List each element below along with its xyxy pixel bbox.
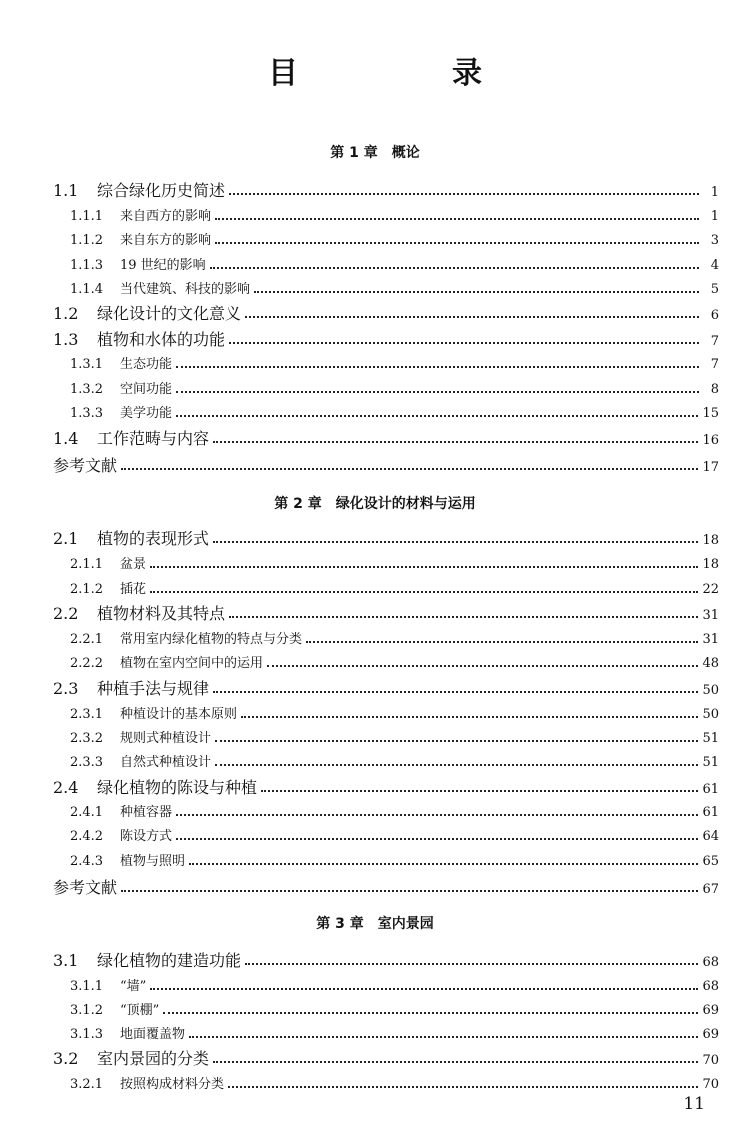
toc-entry[interactable] (53, 402, 719, 421)
toc-entry[interactable] (53, 553, 719, 572)
entry-page: 70 (702, 1077, 719, 1092)
entry-number: 1.1 (53, 181, 79, 200)
entry-number: 1.3.2 (70, 382, 104, 397)
toc-entry[interactable] (53, 751, 719, 770)
entry-number: 2.1.2 (70, 582, 104, 597)
entry-number: 1.3 (53, 330, 79, 349)
entry-title: 种植手法与规律 (97, 679, 210, 698)
entry-number: 1.3.1 (70, 357, 104, 372)
toc-entry[interactable] (53, 1073, 719, 1092)
entry-number: 1.1.4 (70, 282, 104, 297)
entry-page: 7 (710, 357, 719, 372)
entry-title: 种植设计的基本原则 (120, 707, 238, 722)
entry-title: 插花 (120, 582, 147, 597)
toc-entry[interactable] (53, 628, 719, 647)
entry-page: 61 (702, 805, 719, 820)
chapter-name: 绿化设计的材料与运用 (335, 496, 476, 512)
toc-entry[interactable] (53, 327, 719, 350)
toc-entry[interactable] (53, 378, 719, 397)
leader-dots (215, 218, 699, 220)
leader-dots (241, 716, 698, 718)
leader-dots (306, 641, 698, 643)
toc-entry[interactable] (53, 676, 719, 699)
leader-dots (121, 468, 698, 470)
chapter-number: 第 1 章 (330, 145, 378, 161)
entry-page: 16 (702, 433, 719, 448)
entry-number: 1.1.1 (70, 209, 104, 224)
entry-page: 69 (702, 1003, 719, 1018)
toc-entry[interactable] (53, 229, 719, 248)
toc-entry[interactable] (53, 975, 719, 994)
entry-number: 3.2 (53, 1049, 79, 1068)
toc-entry[interactable] (53, 353, 719, 372)
entry-number: 2.3 (53, 679, 79, 698)
entry-number: 2.4.3 (70, 854, 104, 869)
entry-page: 4 (710, 258, 719, 273)
leader-dots (261, 790, 698, 792)
leader-dots (150, 988, 698, 990)
leader-dots (176, 814, 698, 816)
entry-page: 64 (702, 829, 719, 844)
leader-dots (176, 838, 698, 840)
toc-entry[interactable] (53, 727, 719, 746)
toc-entry[interactable] (53, 426, 719, 449)
entry-number: 3.1.1 (70, 979, 104, 994)
entry-page: 18 (702, 557, 719, 572)
leader-dots (189, 863, 698, 865)
entry-title: 参考文献 (53, 878, 118, 897)
leader-dots (176, 415, 698, 417)
entry-title: 种植容器 (120, 805, 173, 820)
leader-dots (150, 591, 698, 593)
entry-page: 61 (702, 782, 719, 797)
chapter-name: 概论 (391, 145, 420, 161)
leader-dots (121, 890, 698, 892)
entry-page: 70 (702, 1053, 719, 1068)
entry-title: 绿化植物的陈设与种植 (97, 778, 258, 797)
entry-title: 绿化设计的文化意义 (97, 304, 242, 323)
chapter-heading-2 (0, 493, 750, 513)
entry-page: 3 (710, 233, 719, 248)
toc-entry[interactable] (53, 453, 719, 476)
entry-title: 植物在室内空间中的运用 (120, 656, 264, 671)
chapter-number: 第 2 章 (274, 496, 322, 512)
toc-entry[interactable] (53, 801, 719, 820)
entry-number: 1.4 (53, 429, 79, 448)
leader-dots (189, 1036, 698, 1038)
entry-page: 48 (702, 656, 719, 671)
entry-page: 18 (702, 533, 719, 548)
leader-dots (267, 665, 698, 667)
entry-number: 1.1.3 (70, 258, 104, 273)
entry-page: 31 (702, 608, 719, 623)
entry-number: 3.1.2 (70, 1003, 104, 1018)
entry-page: 6 (710, 308, 719, 323)
entry-page: 7 (710, 334, 719, 349)
entry-number: 2.2.2 (70, 656, 104, 671)
entry-number: 2.4.2 (70, 829, 104, 844)
entry-page: 68 (702, 979, 719, 994)
entry-title: 空间功能 (120, 382, 173, 397)
entry-number: 1.3.3 (70, 406, 104, 421)
entry-title: 参考文献 (53, 456, 118, 475)
entry-title: 室内景园的分类 (97, 1049, 210, 1068)
entry-title: 工作范畴与内容 (97, 429, 210, 448)
chapter-heading-1 (0, 142, 750, 162)
toc-entry[interactable] (53, 875, 719, 898)
toc-entry[interactable] (53, 205, 719, 224)
entry-page: 31 (702, 632, 719, 647)
entry-page: 1 (710, 185, 719, 200)
entry-title: 植物材料及其特点 (97, 604, 226, 623)
toc-entry[interactable] (53, 254, 719, 273)
entry-title: 综合绿化历史简述 (97, 181, 226, 200)
toc-entry[interactable] (53, 850, 719, 869)
entry-number: 2.4.1 (70, 805, 104, 820)
entry-title: 地面覆盖物 (120, 1027, 186, 1042)
entry-number: 2.3.2 (70, 731, 104, 746)
entry-title: 生态功能 (120, 357, 173, 372)
toc-entry[interactable] (53, 601, 719, 624)
entry-title: 植物和水体的功能 (97, 330, 226, 349)
leader-dots (229, 616, 698, 618)
chapter-name: 室内景园 (377, 916, 434, 932)
entry-title: 绿化植物的建造功能 (97, 951, 242, 970)
toc-entry[interactable] (53, 1023, 719, 1042)
entry-title: 美学功能 (120, 406, 173, 421)
entry-number: 1.1.2 (70, 233, 104, 248)
entry-title: 植物与照明 (120, 854, 186, 869)
page-number: 11 (683, 1094, 705, 1114)
entry-page: 51 (702, 755, 719, 770)
entry-page: 67 (702, 882, 719, 897)
leader-dots (228, 1086, 698, 1088)
toc-entry[interactable] (53, 578, 719, 597)
entry-title: 植物的表现形式 (97, 529, 210, 548)
entry-number: 2.3.3 (70, 755, 104, 770)
toc-entry[interactable] (53, 825, 719, 844)
entry-number: 1.2 (53, 304, 79, 323)
entry-page: 15 (702, 406, 719, 421)
chapter-heading-3 (0, 913, 750, 933)
entry-page: 5 (710, 282, 719, 297)
entry-page: 17 (702, 460, 719, 475)
leader-dots (213, 441, 698, 443)
leader-dots (245, 963, 698, 965)
leader-dots (176, 391, 699, 393)
entry-number: 2.1 (53, 529, 79, 548)
entry-number: 3.1 (53, 951, 79, 970)
toc-entry[interactable] (53, 178, 719, 201)
entry-title: 当代建筑、科技的影响 (120, 282, 251, 297)
toc-entry[interactable] (53, 703, 719, 722)
entry-title: 陈设方式 (120, 829, 173, 844)
entry-page: 1 (710, 209, 719, 224)
entry-page: 22 (702, 582, 719, 597)
entry-page: 8 (710, 382, 719, 397)
entry-number: 2.2 (53, 604, 79, 623)
entry-title: 常用室内绿化植物的特点与分类 (120, 632, 303, 647)
entry-title: 规则式种植设计 (120, 731, 212, 746)
entry-page: 69 (702, 1027, 719, 1042)
entry-title: 19 世纪的影响 (120, 258, 206, 273)
entry-page: 50 (702, 683, 719, 698)
toc-entry[interactable] (53, 1046, 719, 1069)
leader-dots (215, 242, 699, 244)
entry-title: 来自西方的影响 (120, 209, 212, 224)
entry-page: 50 (702, 707, 719, 722)
chapter-number: 第 3 章 (316, 916, 364, 932)
entry-title: 盆景 (120, 557, 147, 572)
entry-number: 2.2.1 (70, 632, 104, 647)
entry-page: 68 (702, 955, 719, 970)
leader-dots (213, 1061, 698, 1063)
leader-dots (176, 366, 699, 368)
leader-dots (213, 541, 698, 543)
entry-title: “顶棚” (120, 1003, 160, 1018)
entry-title: “墙” (120, 979, 147, 994)
toc-entry[interactable] (53, 301, 719, 324)
entry-number: 2.1.1 (70, 557, 104, 572)
entry-title: 按照构成材料分类 (120, 1077, 225, 1092)
entry-page: 65 (702, 854, 719, 869)
entry-page: 51 (702, 731, 719, 746)
entry-number: 3.2.1 (70, 1077, 104, 1092)
leader-dots (229, 193, 699, 195)
toc-entry[interactable] (53, 652, 719, 671)
toc-entry[interactable] (53, 278, 719, 297)
leader-dots (210, 267, 699, 269)
toc-entry[interactable] (53, 526, 719, 549)
leader-dots (163, 1012, 698, 1014)
toc-entry[interactable] (53, 999, 719, 1018)
leader-dots (245, 316, 699, 318)
leader-dots (215, 764, 698, 766)
entry-number: 3.1.3 (70, 1027, 104, 1042)
leader-dots (213, 691, 698, 693)
entry-number: 2.3.1 (70, 707, 104, 722)
leader-dots (254, 291, 699, 293)
toc-entry[interactable] (53, 775, 719, 798)
entry-title: 自然式种植设计 (120, 755, 212, 770)
entry-title: 来自东方的影响 (120, 233, 212, 248)
toc-entry[interactable] (53, 948, 719, 971)
entry-number: 2.4 (53, 778, 79, 797)
page-title: 目 录 (268, 56, 544, 91)
leader-dots (229, 342, 699, 344)
leader-dots (150, 566, 698, 568)
leader-dots (215, 740, 698, 742)
